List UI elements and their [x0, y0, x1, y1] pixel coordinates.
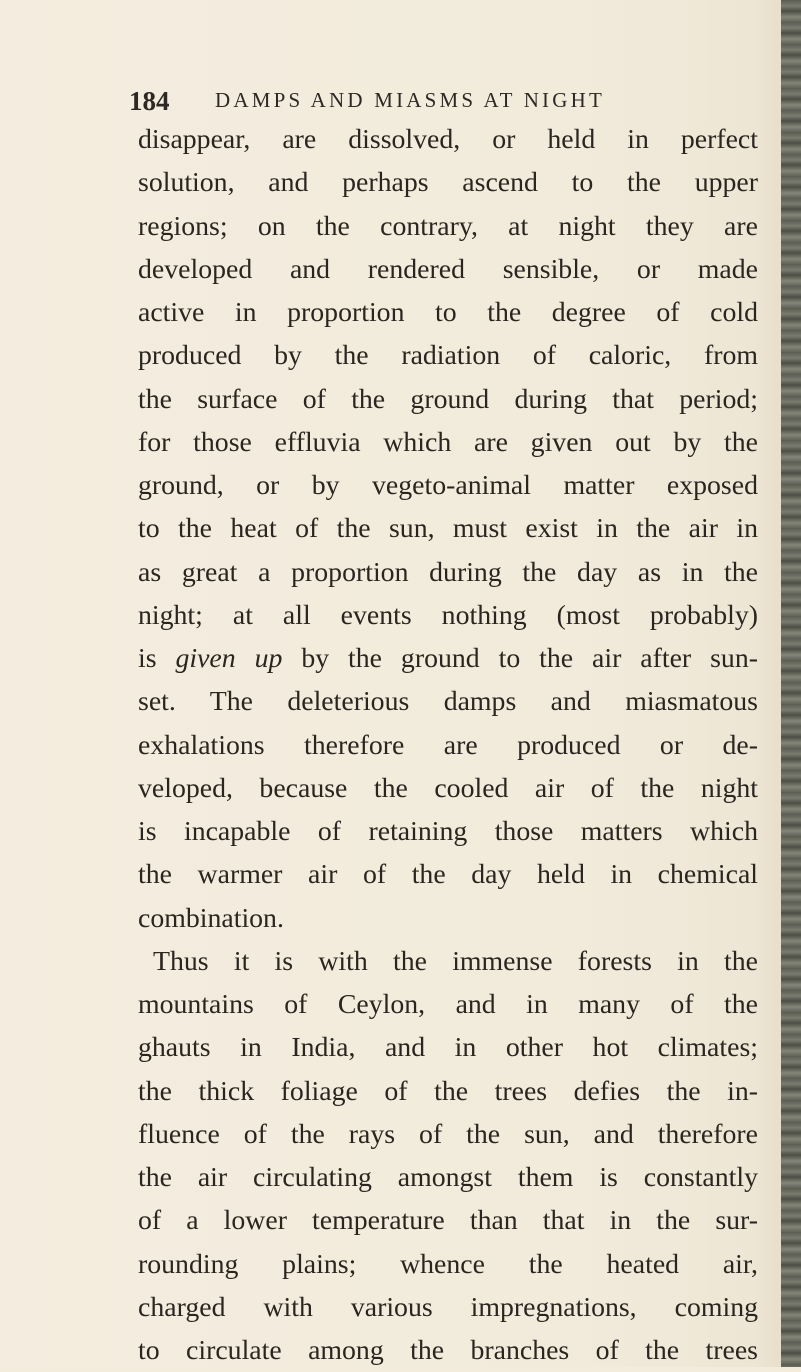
paragraph-2 [138, 940, 758, 1372]
text-line-indented: Thus it is with the immense forests in the [153, 945, 758, 977]
text-line: mountains of Ceylon, and in many of the [138, 989, 758, 1020]
text-line: is incapable of retaining those matters which [138, 816, 758, 847]
text-line: rounding plains; whence the heated air, [138, 1248, 758, 1280]
text-line: to circulate among the branches of the trees [138, 1335, 758, 1366]
text-span: is [138, 643, 176, 674]
italic-phrase: given up [175, 643, 283, 674]
text-line: ghauts in India, and in other hot climates; [138, 1032, 758, 1064]
text-line: the surface of the ground during that period; [138, 383, 758, 415]
body-text [138, 118, 758, 1372]
text-line: produced by the radiation of caloric, from [138, 340, 758, 372]
text-line: active in proportion to the degree of cold [138, 297, 758, 328]
text-line: the warmer air of the day held in chemical [138, 859, 758, 891]
text-line-with-italic [138, 637, 758, 680]
text-line: developed and rendered sensible, or made [138, 253, 758, 285]
text-line-last: combination. [138, 902, 284, 934]
text-line: regions; on the contrary, at night they are [138, 210, 758, 242]
text-line: set. The deleterious damps and miasmatous [138, 686, 758, 718]
text-line: veloped, because the cooled air of the night [138, 772, 758, 804]
text-line: charged with various impregnations, coming [138, 1291, 758, 1323]
text-line: the air circulating amongst them is constantly [138, 1162, 758, 1193]
text-line: solution, and perhaps ascend to the upper [138, 167, 758, 199]
text-line: the thick foliage of the trees defies the in- [138, 1075, 758, 1107]
running-title: DAMPS AND MIASMS AT NIGHT [215, 88, 606, 112]
text-line: fluence of the rays of the sun, and therefore [138, 1118, 758, 1150]
running-head [129, 82, 769, 120]
text-line: to the heat of the sun, must exist in the air in [138, 513, 758, 545]
text-line: exhalations therefore are produced or de- [138, 729, 758, 761]
text-line: for those effluvia which are given out by the [138, 426, 758, 458]
text-line: ground, or by vegeto-animal matter exposed [138, 470, 758, 501]
text-line: disappear, are dissolved, or held in perfect [138, 124, 758, 155]
text-line: night; at all events nothing (most probably) [138, 599, 758, 631]
page-number: 184 [129, 86, 170, 116]
text-line: as great a proportion during the day as in the [138, 556, 758, 588]
text-line: of a lower temperature than that in the sur- [138, 1205, 758, 1237]
page-edge-binding [781, 0, 801, 1367]
text-span: by the ground to the air after sun- [282, 643, 758, 674]
paragraph-1 [138, 118, 758, 940]
